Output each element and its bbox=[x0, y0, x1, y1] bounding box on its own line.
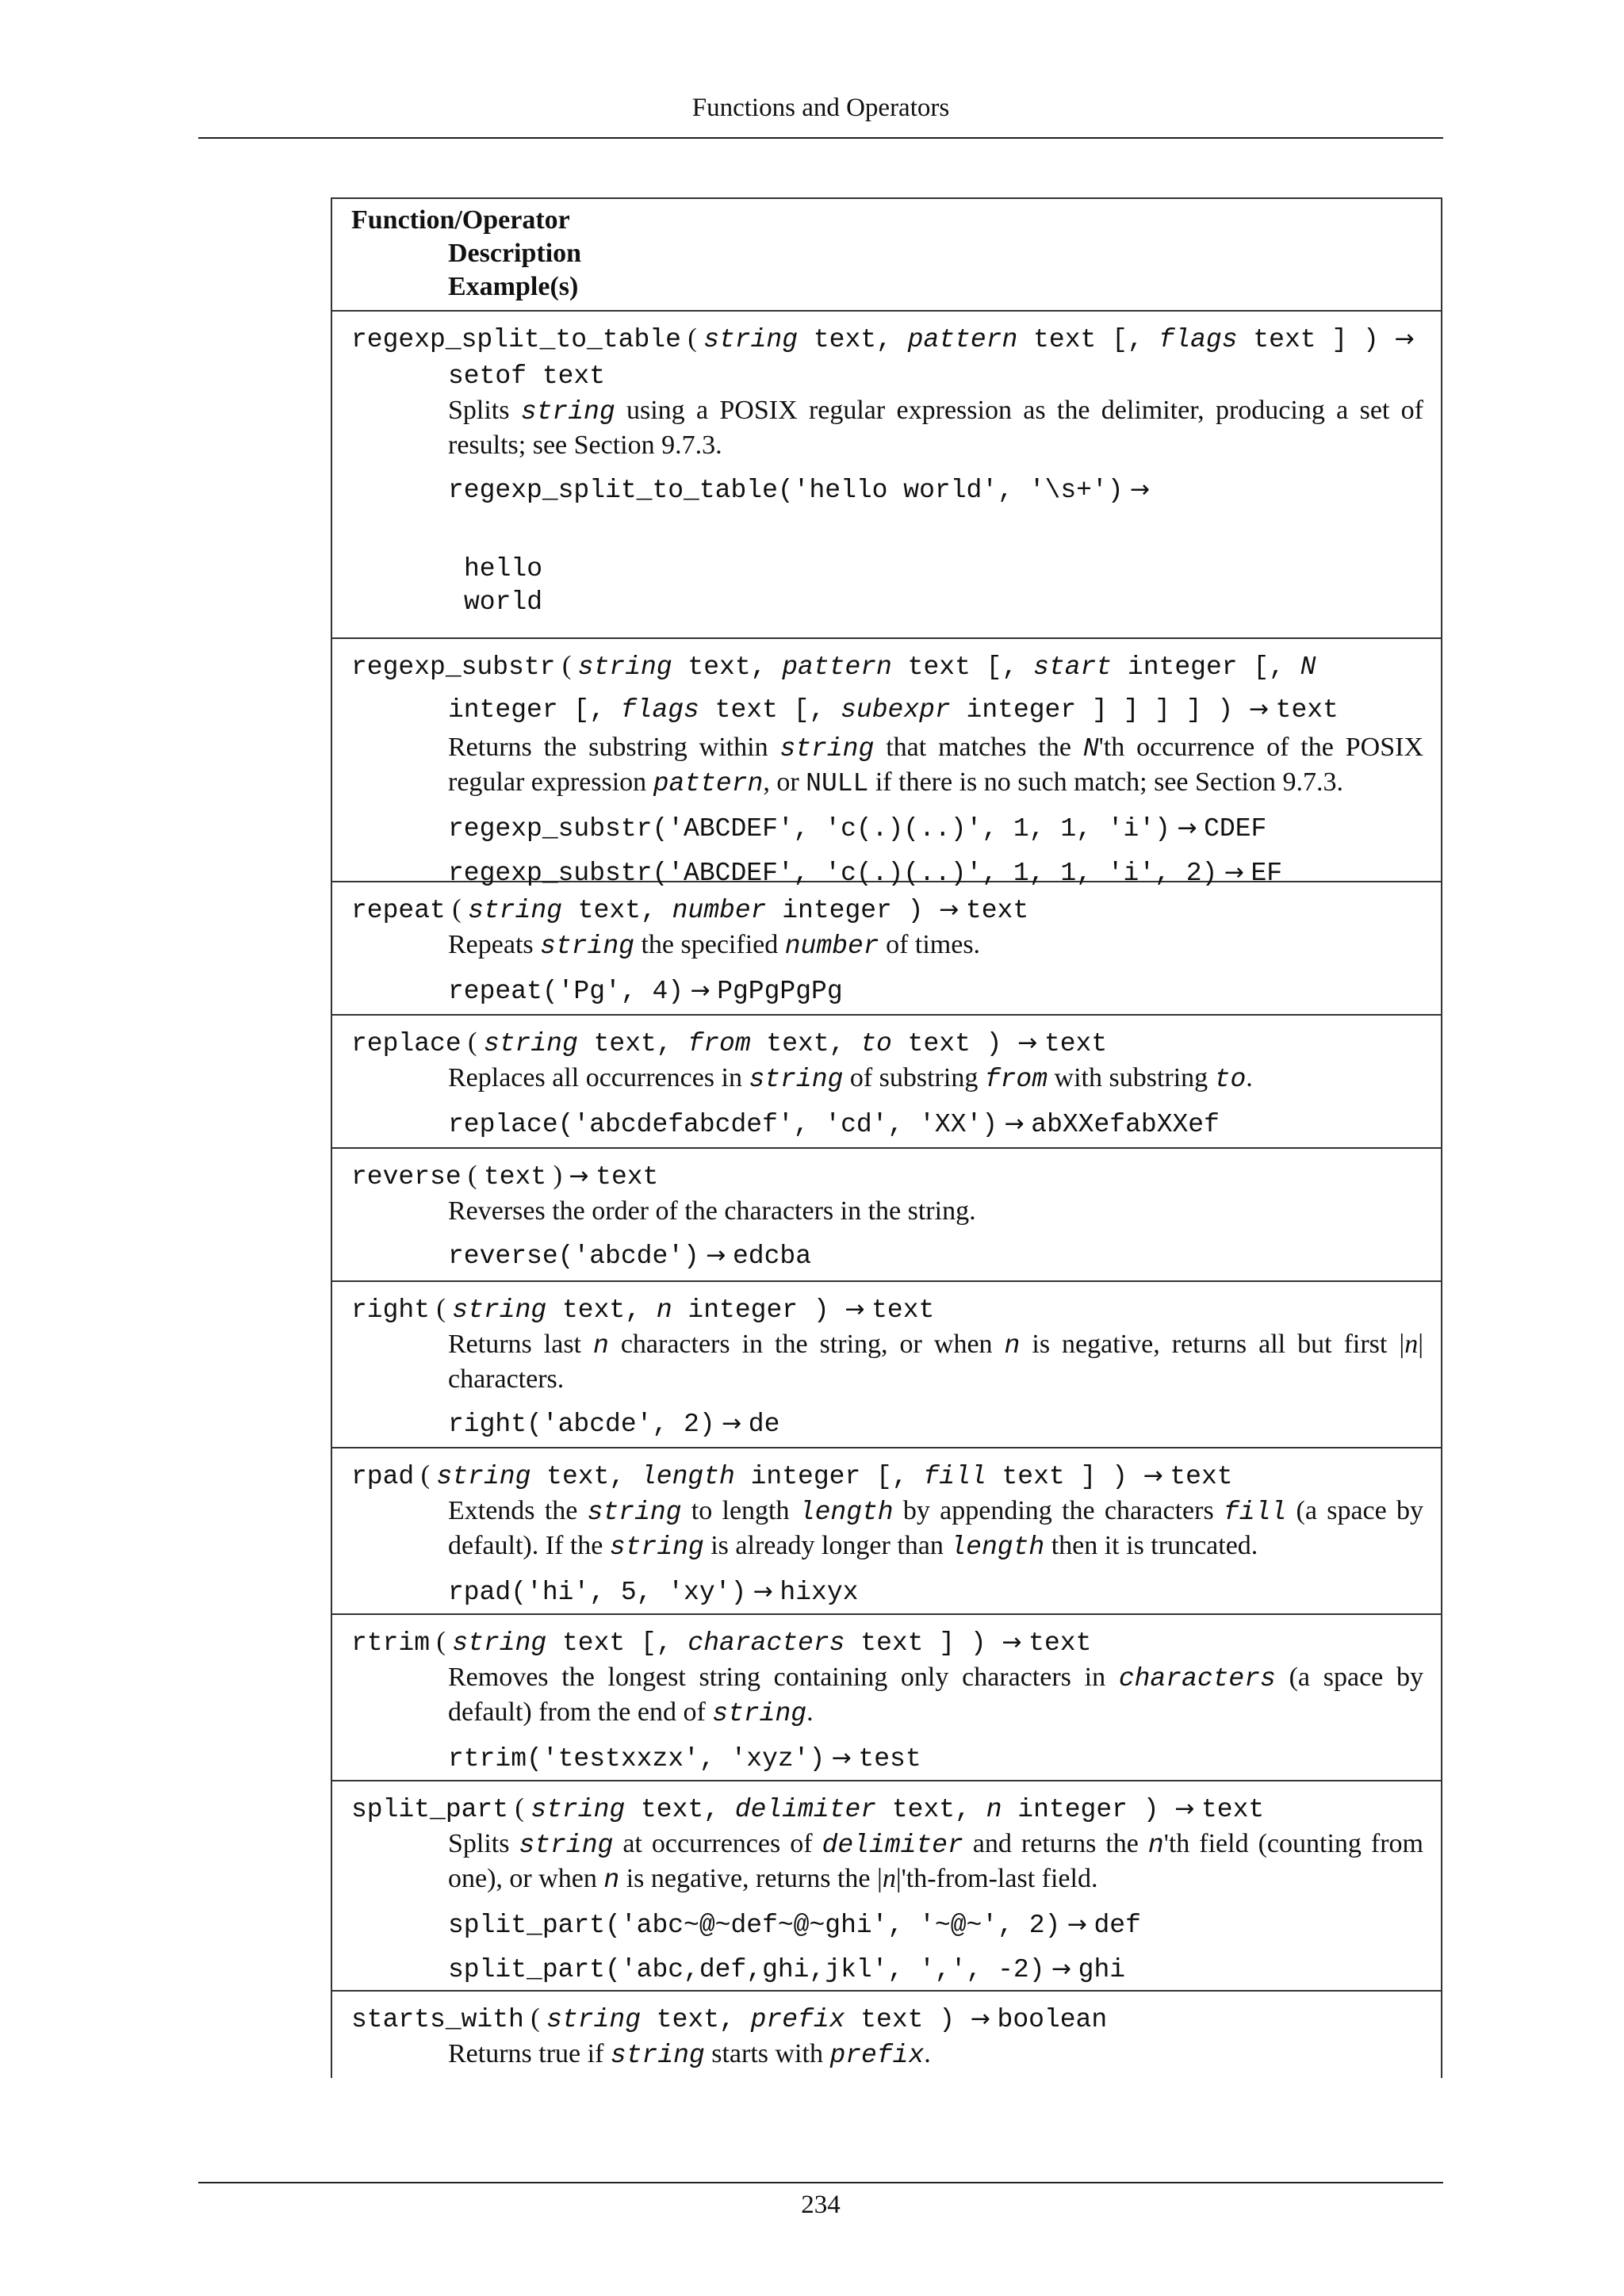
table-header bbox=[332, 199, 1441, 312]
footer-rule bbox=[198, 2182, 1443, 2183]
function-example: split_part('abc~@~def~@~ghi', '~@~', 2) → def bbox=[448, 1911, 1141, 1940]
function-signature: reverse ( text ) → text bbox=[351, 1161, 659, 1192]
function-description: Returns the substring within string that matches the N'th occurrence of the POSIX regular expression pattern, or NULL if there is no such match; see Section 9.7.3. bbox=[448, 733, 1423, 798]
function-row-split-part bbox=[332, 1781, 1441, 1992]
function-description: Repeats string the specified number of times. bbox=[448, 930, 981, 961]
function-description: Splits string at occurrences of delimiter and returns the n'th field (counting from one), or when n is negative, returns the |n|'th-from-last field. bbox=[448, 1829, 1423, 1895]
function-example: regexp_split_to_table('hello world', '\s+') → bbox=[448, 476, 1151, 505]
function-row-rtrim bbox=[332, 1615, 1441, 1781]
function-signature: right ( string text, n integer ) → text bbox=[351, 1294, 935, 1325]
function-description: Extends the string to length length by appending the characters fill (a space by default). If the string is already longer than length then it is truncated. bbox=[448, 1496, 1423, 1562]
function-description: Splits string using a POSIX regular expression as the delimiter, producing a set of results; see Section 9.7.3. bbox=[448, 396, 1423, 460]
page-number: 234 bbox=[801, 2191, 841, 2219]
function-signature: rpad ( string text, length integer [, fill text ] ) → text bbox=[351, 1460, 1233, 1491]
function-example: regexp_substr('ABCDEF', 'c(.)(..)', 1, 1, 'i') → CDEF bbox=[448, 814, 1267, 844]
returns-arrow: → bbox=[1394, 325, 1415, 353]
function-row-replace bbox=[332, 1016, 1441, 1149]
function-signature: regexp_split_to_table ( string text, pattern text [, flags text ] ) → setof text bbox=[351, 323, 1415, 391]
function-row-reverse bbox=[332, 1149, 1441, 1282]
function-example: rpad('hi', 5, 'xy') → hixyx bbox=[448, 1578, 859, 1607]
function-row-rpad bbox=[332, 1448, 1441, 1615]
function-example: right('abcde', 2) → de bbox=[448, 1410, 780, 1439]
header-rule bbox=[198, 137, 1443, 139]
return-type: setof text bbox=[448, 362, 606, 391]
function-example: rtrim('testxxzx', 'xyz') → test bbox=[448, 1744, 921, 1774]
function-row-starts-with bbox=[332, 1992, 1441, 2072]
function-table bbox=[331, 197, 1442, 2078]
function-signature: split_part ( string text, delimiter text, n integer ) → text bbox=[351, 1793, 1265, 1824]
function-example: reverse('abcde') → edcba bbox=[448, 1242, 812, 1271]
function-description: Removes the longest string containing only characters in characters (a space by default) from the end of string. bbox=[448, 1663, 1423, 1728]
function-signature: replace ( string text, from text, to text ) → text bbox=[351, 1027, 1108, 1058]
function-row-repeat bbox=[332, 882, 1441, 1016]
function-example: repeat('Pg', 4) → PgPgPgPg bbox=[448, 977, 843, 1006]
function-signature: regexp_substr ( string text, pattern text [, start integer [, N integer [, flags text [, subexpr integer ] ] ] ] ) → text bbox=[351, 651, 1339, 725]
header-function-operator: Function/Operator bbox=[351, 205, 570, 235]
running-header: Functions and Operators bbox=[691, 94, 950, 122]
header-description: Description bbox=[448, 239, 582, 268]
function-example: regexp_substr('ABCDEF', 'c(.)(..)', 1, 1, 'i', 2) → EF bbox=[448, 859, 1283, 888]
function-description: Returns last n characters in the string, or when n is negative, returns all but first |n| characters. bbox=[448, 1330, 1423, 1394]
function-row-regexp-split-to-table bbox=[332, 312, 1441, 639]
example-result-lines: hello world bbox=[464, 554, 543, 617]
function-name: regexp_split_to_table bbox=[351, 325, 681, 354]
function-example: split_part('abc,def,ghi,jkl', ',', -2) → ghi bbox=[448, 1955, 1126, 1984]
function-description: Replaces all occurrences in string of substring from with substring to. bbox=[448, 1063, 1253, 1094]
function-example: replace('abcdefabcdef', 'cd', 'XX') → abXXefabXXef bbox=[448, 1110, 1220, 1139]
function-signature: repeat ( string text, number integer ) → text bbox=[351, 894, 1029, 925]
function-row-regexp-substr bbox=[332, 639, 1441, 888]
function-description: Reverses the order of the characters in the string. bbox=[448, 1196, 976, 1226]
function-row-right bbox=[332, 1282, 1441, 1448]
function-signature: rtrim ( string text [, characters text ] ) → text bbox=[351, 1627, 1092, 1658]
header-examples: Example(s) bbox=[448, 272, 579, 301]
function-description: Returns true if string starts with prefix. bbox=[448, 2039, 931, 2070]
function-signature: starts_with ( string text, prefix text ) → boolean bbox=[351, 2003, 1108, 2034]
